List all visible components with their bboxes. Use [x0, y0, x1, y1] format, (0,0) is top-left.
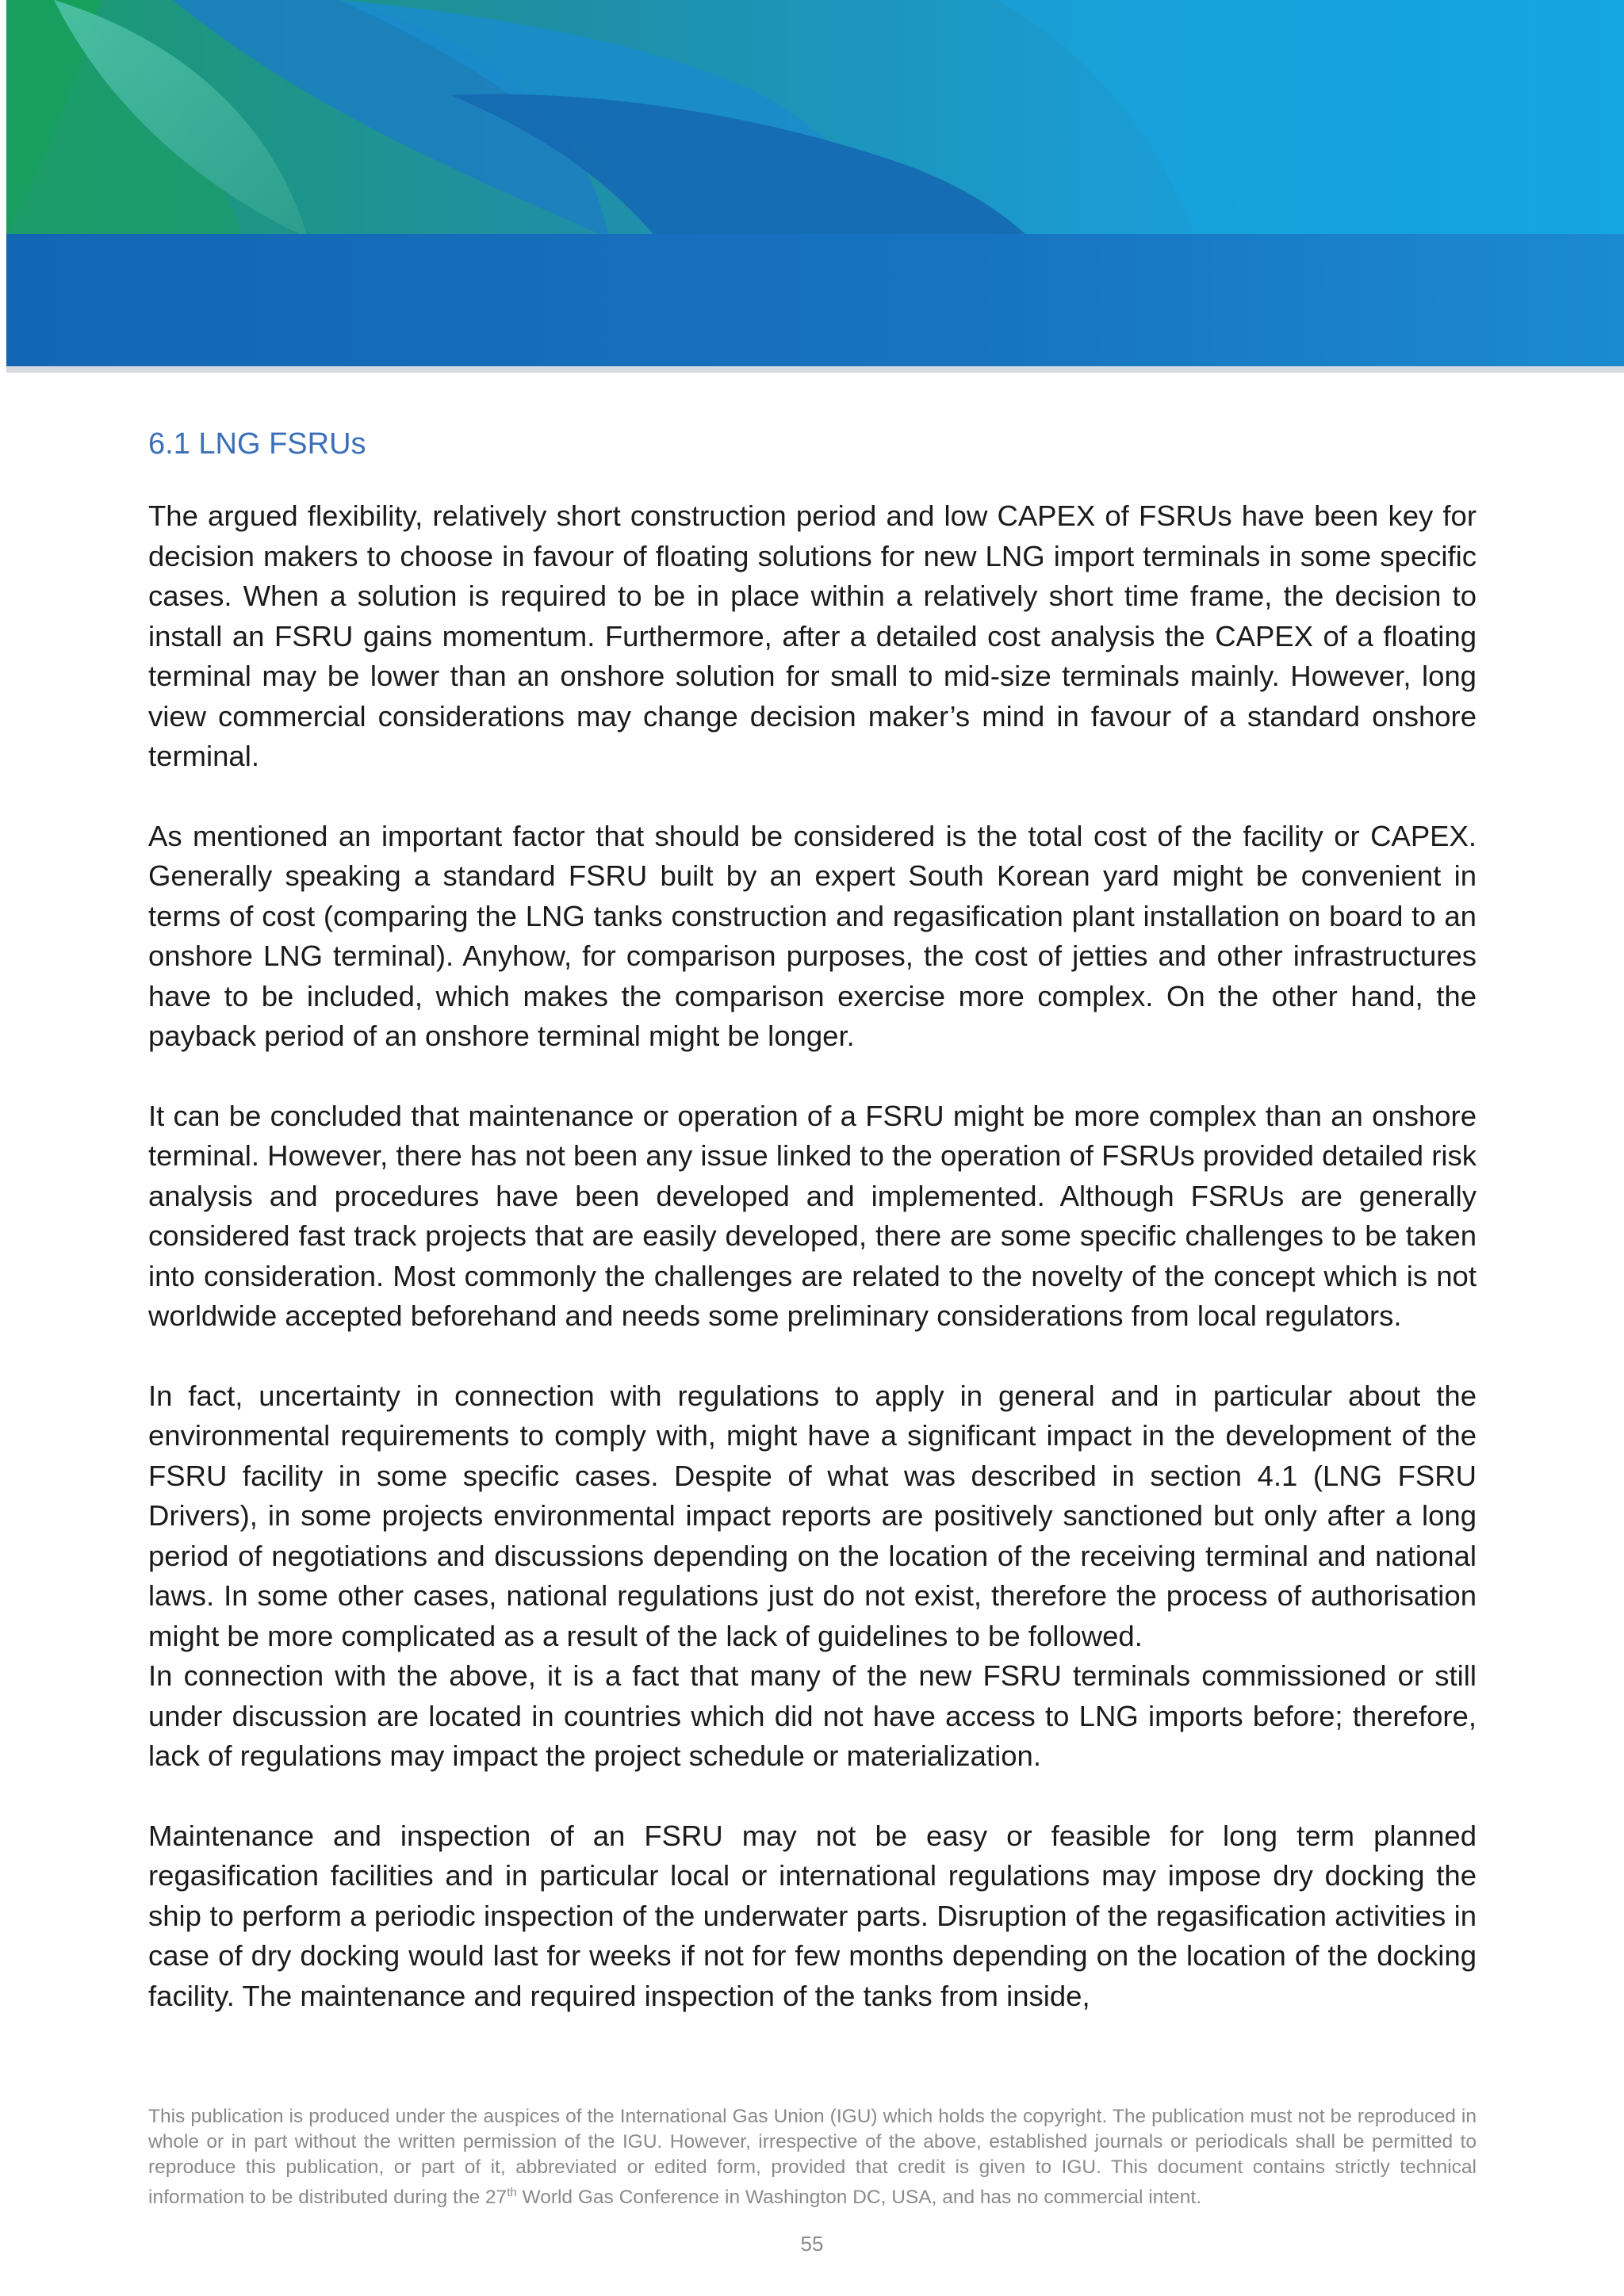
- footer-text-before: This publication is produced under the auspices of the International Gas Union (IGU) which holds the copyright. The publication must not be reproduced in whole or in part without the written permission of the IGU. However, irrespective of the above, established journals or periodicals shall be permitted to reproduce this publication, or part of it, abbreviated or edited form, provided that credit is given to IGU. This document contains strictly technical information to be distributed during the 27: [148, 2106, 1477, 2209]
- header-banner: [6, 0, 1624, 373]
- footer-superscript: th: [507, 2186, 517, 2199]
- footer-text-after: World Gas Conference in Washington DC, USA, and has no commercial intent.: [516, 2187, 1202, 2209]
- paragraph-new-terminals: In connection with the above, it is a fact that many of the new FSRU terminals commissioned or still under discussion are located in countries which did not have access to LNG imports before; therefore, lack of regulations may impact the project schedule or materialization.: [148, 1659, 1477, 1772]
- paragraph-fsru-flexibility: The argued flexibility, relatively short construction period and low CAPEX of FSRUs have been key for decision makers to choose in favour of floating solutions for new LNG import terminals in some specific cases. When a solution is required to be in place within a relatively short time frame, the decision to install an FSRU gains momentum. Furthermore, after a detailed cost analysis the CAPEX of a floating terminal may be lower than an onshore solution for small to mid-size terminals mainly. However, long view commercial considerations may change decision maker’s mind in favour of a standard onshore terminal.: [148, 499, 1477, 772]
- paragraph-dry-docking: Maintenance and inspection of an FSRU may not be easy or feasible for long term planned regasification facilities and in particular local or international regulations may impose dry docking the ship to perform a periodic inspection of the underwater parts. Disruption of the regasification activities in case of dry docking would last for weeks if not for few months depending on the location of the docking facility. The maintenance and required inspection of the tanks from inside,: [148, 1819, 1477, 2012]
- copyright-footer: [148, 2104, 1477, 2210]
- paragraph-maintenance-operation: It can be concluded that maintenance or operation of a FSRU might be more complex than an onshore terminal. However, there has not been any issue linked to the operation of FSRUs provided detailed risk analysis and procedures have been developed and implemented. Although FSRUs are generally considered fast track projects that are easily developed, there are some specific challenges to be taken into consideration. Most commonly the challenges are related to the novelty of the concept which is not worldwide accepted beforehand and needs some preliminary considerations from local regulators.: [148, 1099, 1477, 1332]
- paragraph-regulations: In fact, uncertainty in connection with regulations to apply in general and in particular about the environmental requirements to comply with, might have a significant impact in the development of the FSRU facility in some specific cases. Despite of what was described in section 4.1 (LNG FSRU Drivers), in some projects environmental impact reports are positively sanctioned but only after a long period of negotiations and discussions depending on the location of the receiving terminal and national laws. In some other cases, national regulations just do not exist, therefore the process of authorisation might be more complicated as a result of the lack of guidelines to be followed.: [148, 1379, 1477, 1652]
- section-heading: 6.1 LNG FSRUs: [148, 427, 366, 461]
- page-number: 55: [800, 2232, 824, 2256]
- paragraph-capex: As mentioned an important factor that should be considered is the total cost of the facility or CAPEX. Generally speaking a standard FSRU built by an expert South Korean yard might be convenient in terms of cost (comparing the LNG tanks construction and regasification plant installation on board to an onshore LNG terminal). Anyhow, for comparison purposes, the cost of jetties and other infrastructures have to be included, which makes the comparison exercise more complex. On the other hand, the payback period of an onshore terminal might be longer.: [148, 819, 1477, 1052]
- main-content: [148, 412, 1477, 2016]
